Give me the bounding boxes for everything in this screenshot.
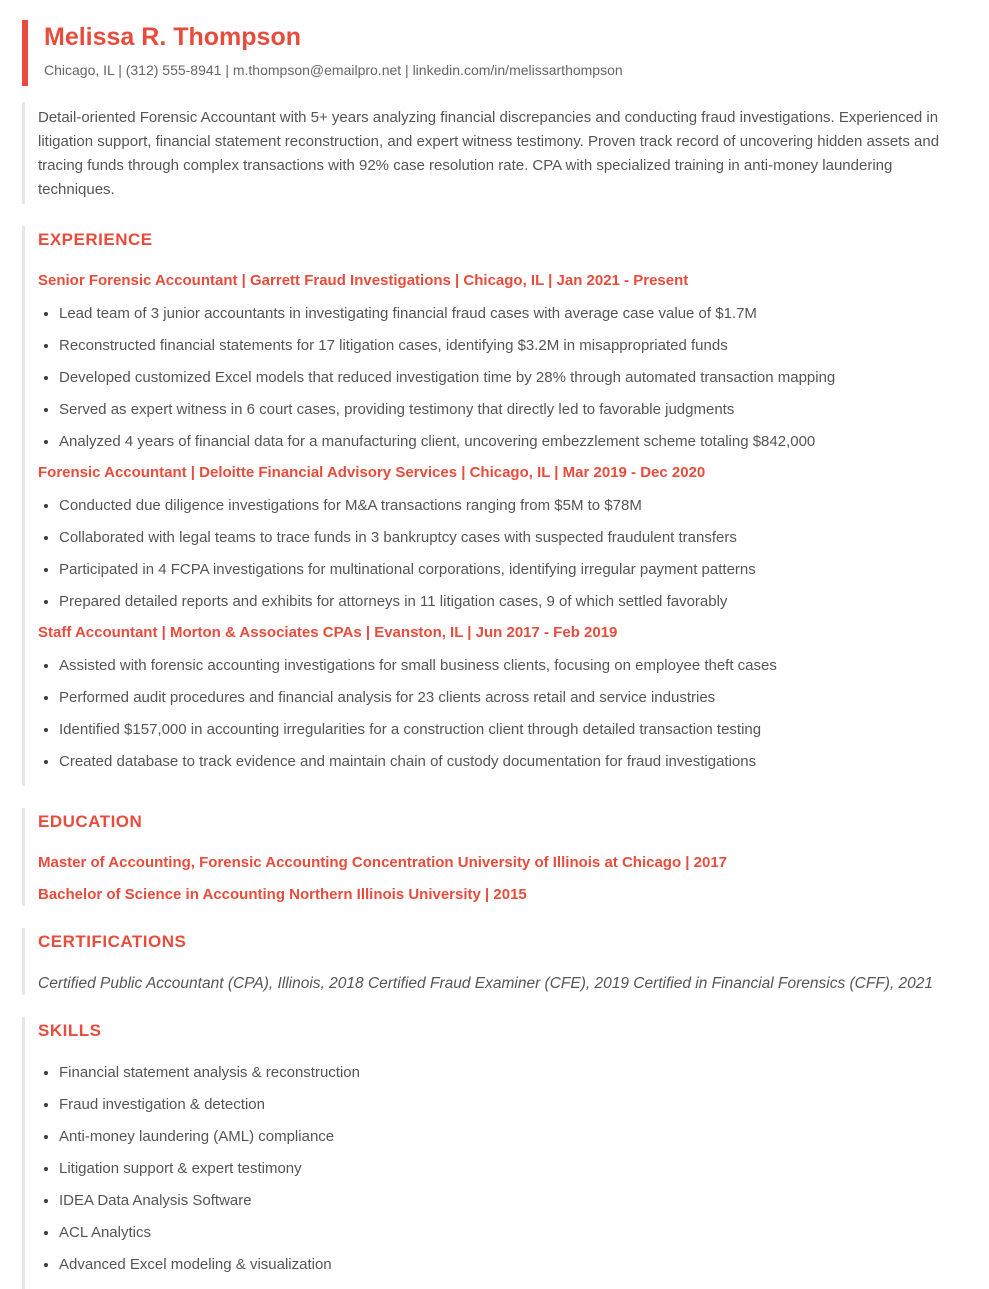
job-bullet: • Created database to track evidence and maintain chain of custody documentation for fraud investigations	[59, 752, 959, 771]
education-heading: EDUCATION	[38, 812, 143, 831]
job-bullet: • Reconstructed financial statements for 17 litigation cases, identifying $3.2M in misappropriated funds	[59, 336, 959, 355]
skills-section	[22, 1017, 959, 1289]
certifications-text: Certified Public Accountant (CPA), Illinois, 2018 Certified Fraud Examiner (CFE), 2019 Certified in Financial Forensics (CFF), 2021	[38, 975, 934, 992]
job-bullet: • Analyzed 4 years of financial data for a manufacturing client, uncovering embezzlement scheme totaling $842,000	[59, 432, 959, 451]
job-bullet: • Developed customized Excel models that reduced investigation time by 28% through automated transaction mapping	[59, 368, 959, 387]
summary-text: Detail-oriented Forensic Accountant with 5+ years analyzing financial discrepancies and conducting fraud investigations. Experienced in litigation support, financial statement reconstruction, and expert witness testimony. Proven track record of uncovering hidden assets and tracing funds through complex transactions with 92% case resolution rate. CPA with specialized training in anti-money laundering techniques.	[38, 109, 940, 198]
skill-item: • Advanced Excel modeling & visualization	[59, 1255, 959, 1274]
resume-header	[22, 20, 959, 86]
skill-item: • Anti-money laundering (AML) compliance	[59, 1127, 959, 1146]
job-bullet-list	[38, 304, 959, 451]
job-bullet: • Collaborated with legal teams to trace funds in 3 bankruptcy cases with suspected fraudulent transfers	[59, 528, 959, 547]
job-bullet: • Performed audit procedures and financial analysis for 23 clients across retail and service industries	[59, 688, 959, 707]
job-bullet-list	[38, 656, 959, 771]
candidate-name: Melissa R. Thompson	[44, 23, 301, 51]
education-entry-bachelors: Bachelor of Science in Accounting Northern Illinois University | 2015	[38, 886, 527, 903]
contact-line: Chicago, IL | (312) 555-8941 | m.thompson@emailpro.net | linkedin.com/in/melissarthompson	[44, 62, 623, 78]
skill-item: • Financial statement analysis & reconstruction	[59, 1063, 959, 1082]
job-bullet: • Lead team of 3 junior accountants in investigating financial fraud cases with average case value of $1.7M	[59, 304, 959, 323]
job-bullet: • Identified $157,000 in accounting irregularities for a construction client through detailed transaction testing	[59, 720, 959, 739]
skills-heading: SKILLS	[38, 1021, 102, 1040]
certifications-heading: CERTIFICATIONS	[38, 932, 187, 951]
certifications-section	[22, 928, 959, 995]
job-bullet-list	[38, 496, 959, 611]
skill-item: • Litigation support & expert testimony	[59, 1159, 959, 1178]
experience-section	[22, 226, 959, 786]
skill-item: • IDEA Data Analysis Software	[59, 1191, 959, 1210]
job-heading-senior-forensic-accountant: Senior Forensic Accountant | Garrett Fraud Investigations | Chicago, IL | Jan 2021 - Present	[38, 272, 689, 289]
skill-item: • ACL Analytics	[59, 1223, 959, 1242]
job-bullet: • Served as expert witness in 6 court cases, providing testimony that directly led to favorable judgments	[59, 400, 959, 419]
skills-list	[38, 1063, 959, 1274]
skill-item: • Fraud investigation & detection	[59, 1095, 959, 1114]
experience-heading: EXPERIENCE	[38, 230, 153, 249]
job-bullet: • Conducted due diligence investigations for M&A transactions ranging from $5M to $78M	[59, 496, 959, 515]
summary-section	[22, 102, 959, 204]
job-bullet: • Assisted with forensic accounting investigations for small business clients, focusing on employee theft cases	[59, 656, 959, 675]
job-heading-forensic-accountant: Forensic Accountant | Deloitte Financial Advisory Services | Chicago, IL | Mar 2019 - Dec 2020	[38, 464, 706, 481]
education-section	[22, 808, 959, 906]
job-bullet: • Prepared detailed reports and exhibits for attorneys in 11 litigation cases, 9 of which settled favorably	[59, 592, 959, 611]
education-entry-masters: Master of Accounting, Forensic Accounting Concentration University of Illinois at Chicago | 2017	[38, 854, 728, 871]
job-bullet: • Participated in 4 FCPA investigations for multinational corporations, identifying irregular payment patterns	[59, 560, 959, 579]
job-heading-staff-accountant: Staff Accountant | Morton & Associates CPAs | Evanston, IL | Jun 2017 - Feb 2019	[38, 624, 618, 641]
